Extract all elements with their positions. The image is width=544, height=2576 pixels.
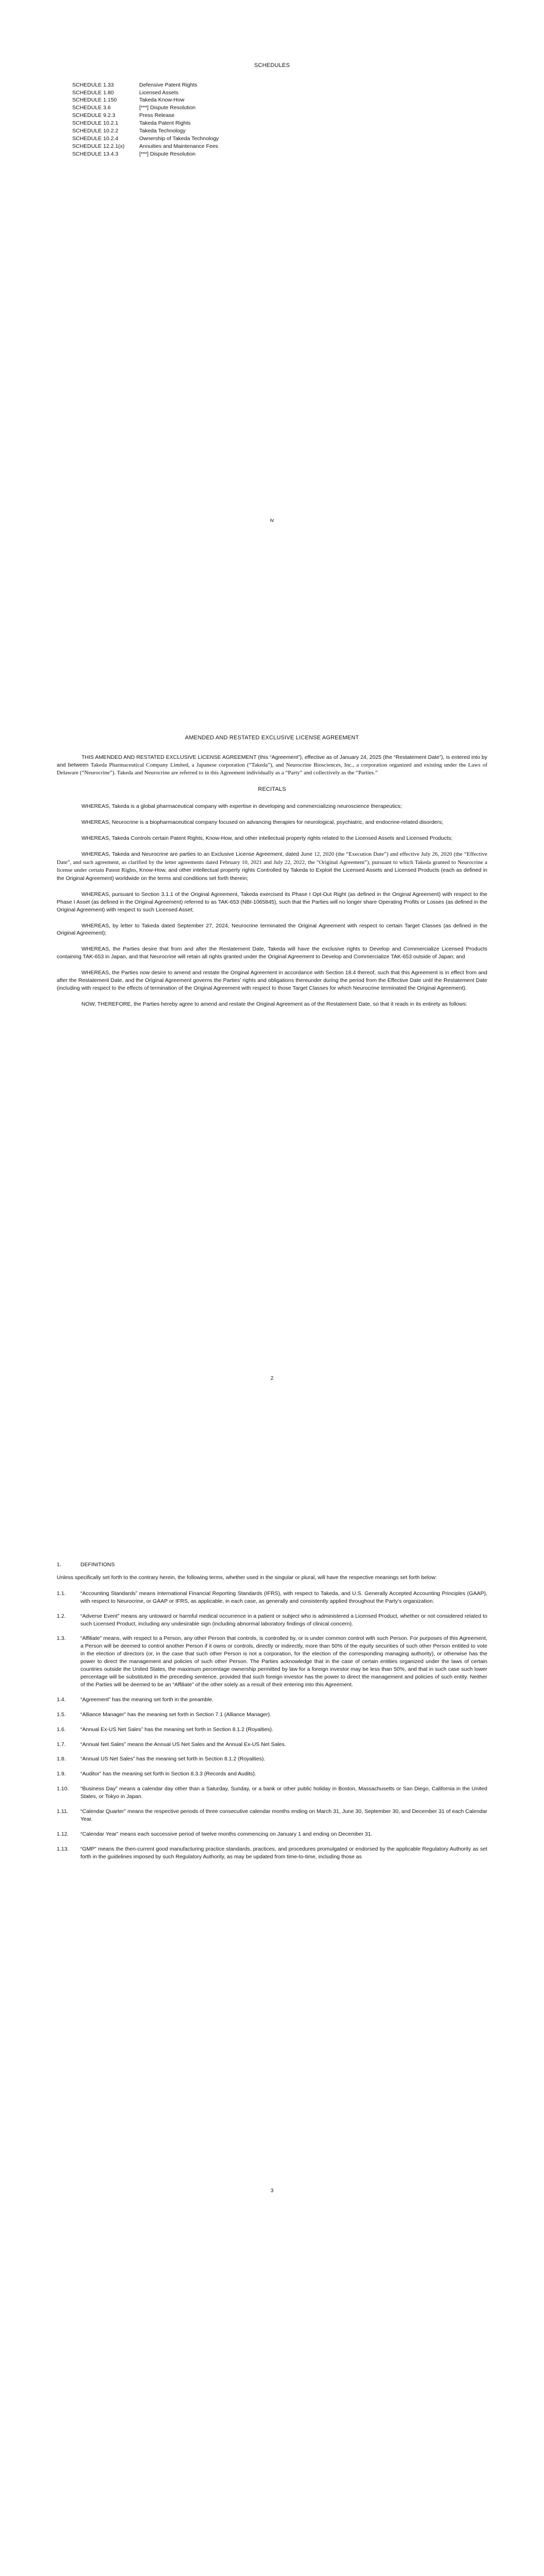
definitions-list xyxy=(57,1590,487,1861)
definition-text xyxy=(80,1741,487,1749)
definition-text xyxy=(80,1755,487,1763)
definition-text xyxy=(80,1808,487,1823)
schedule-code: SCHEDULE 10.2.4 xyxy=(72,135,119,142)
definition-text-part-a: “Calendar Year” means each successive period of twelve months commencing on January 1 and ending on December 31. xyxy=(80,1831,373,1837)
definition-number: 1.12. xyxy=(57,1831,69,1837)
schedule-name: Takeda Technology xyxy=(139,128,186,134)
recital-8-part-b: Effective Date until the Restatement Date (including with respect to the effects of termination of the Original Agreement with respect to those Target Classes for which Neurocrine terminated the Original Agreement). xyxy=(57,977,487,991)
definition-text-part-a: “Auditor” has the meaning set forth in Section 8.3.3 (Records and Audits). xyxy=(80,1771,256,1777)
section-intro: Unless specifically set forth to the contrary herein, the following terms, whether used in the singular or plural, will have the respective meanings set forth below: xyxy=(57,1574,437,1581)
section-heading xyxy=(57,1561,487,1569)
definition-number: 1.1. xyxy=(57,1590,66,1597)
preamble-part-b: Takeda Pharmaceutical Company Limited, a Japanese corporation (“Takeda”), and Neurocrine Biosciences, Inc., a corporation organized and existing under the Laws of Delaware (“Neurocrine”). Takeda and Neurocrine are referred to in this Agreement individually as a “Party” and collectively as the “Parties.” xyxy=(57,761,487,776)
definition-text-part-a: “Alliance Manager” has the meaning set forth in Section 7.1 (Alliance Manager). xyxy=(80,1711,272,1718)
definition-item xyxy=(57,1590,487,1605)
preamble-part-a: THIS AMENDED AND RESTATED EXCLUSIVE LICENSE AGREEMENT (this “Agreement”), effective as of January 24, 2025 (the “Restatement Date”), is entered into by and between xyxy=(57,754,487,768)
recital-7: WHEREAS, the Parties desire that from and after the Restatement Date, Takeda will have the exclusive rights to Develop and Commercialize Licensed Products containing TAK-653 in Japan, and that Neurocrine will retain all rights granted under the Original Agreement to Develop and Commercialize TAK-653 outside of Japan; and xyxy=(57,946,487,960)
definition-item xyxy=(57,1711,487,1719)
schedule-code: SCHEDULE 1.80 xyxy=(72,89,114,96)
schedule-row xyxy=(72,96,219,104)
definition-text-part-a: “Annual Net Sales” means the Annual US Net Sales and the Annual Ex-US Net Sales. xyxy=(80,1741,286,1748)
recital-4 xyxy=(57,851,487,883)
definition-text-part-b: under common control with such Person. For purposes of this Agreement, a Person will be deemed to control another Person if it owns or controls, directly or indirectly, more than 50% of the equity securities of such other Person entitled to vote in the election of directors (or, in the case that such other Person is not a corporation, for the election of the corresponding managing authority), or otherwise has the power to direct the management and policies of such other Person. The Parties acknowledge that in the case of certain entities organized under the laws of certain countries outside the United States, the maximum percentage ownership permitted by law for a foreign investor may be less than 50%, and that in such case such lower percentage will be substituted in the preceding sentence, provided that such foreign investor has the power to direct the management and policies of such entity. Neither of the Parties will be deemed to be an “Affiliate” of the other solely as a result of their entering into this Agreement. xyxy=(80,1635,487,1688)
schedule-name: Ownership of Takeda Technology xyxy=(139,135,219,142)
definition-number: 1.9. xyxy=(57,1771,66,1777)
recital-6: WHEREAS, by letter to Takeda dated September 27, 2024, Neurocrine terminated the Original Agreement with respect to certain Target Classes (as defined in the Original Agreement); xyxy=(57,922,487,937)
definition-text xyxy=(80,1696,487,1704)
schedule-code: SCHEDULE 12.2.1(x) xyxy=(72,143,125,149)
definition-number: 1.10. xyxy=(57,1786,69,1792)
agreement-title: AMENDED AND RESTATED EXCLUSIVE LICENSE AGREEMENT xyxy=(185,735,359,741)
definition-text-part-a: “Calendar Quarter” means the respective periods of three consecutive calendar months ending on March 31, June 30, September 30, and December 31 of each Calendar Year. xyxy=(80,1808,487,1822)
definition-text-part-a: “GMP” means the then-current good manufacturing practice standards, practices, and procedures promulgated or endorsed by the applicable Regulatory Authority as set forth in the guidelines imposed by such Regulatory Authority, as may be updated from time-to-time, including those as xyxy=(80,1845,487,1860)
section-title: DEFINITIONS xyxy=(80,1562,115,1568)
schedules-table xyxy=(72,81,219,158)
page-number: 2 xyxy=(270,1375,274,1381)
definition-number: 1.6. xyxy=(57,1726,66,1733)
schedule-code: SCHEDULE 9.2.3 xyxy=(72,112,116,119)
definition-number: 1.5. xyxy=(57,1711,66,1718)
schedule-code: SCHEDULE 10.2.1 xyxy=(72,120,119,127)
recital-4-part-b: 12, 2020 (the “Execution Date”) and effective July 26, 2020 (the “Effective Date”, and such agreement, as clarified by the letter agreements dated February 10, 2021 and July 22, 2022, the “Original Agreement”), pursuant to which Takeda granted to Neurocrine a license under certain Patent Rights, xyxy=(57,851,488,874)
agreement-page xyxy=(0,569,544,1486)
schedule-name: Licensed Assets xyxy=(139,89,178,96)
schedules-title: SCHEDULES xyxy=(254,62,290,69)
schedule-code: SCHEDULE 10.2.2 xyxy=(72,128,119,134)
schedule-name: Press Release xyxy=(139,112,175,119)
recital-4-part-c: Know-How, and other intellectual property rights Controlled by Takeda to Exploit the Licensed Assets and Licensed Products (each as defined in the Original Agreement) worldwide on the terms and conditions set forth therein; xyxy=(57,867,488,882)
definition-item xyxy=(57,1831,487,1838)
recital-8 xyxy=(57,969,487,992)
schedules-page xyxy=(0,0,544,569)
definition-number: 1.3. xyxy=(57,1635,66,1642)
definition-item xyxy=(57,1696,487,1704)
definition-number: 1.7. xyxy=(57,1741,66,1748)
definition-item xyxy=(57,1808,487,1823)
definition-text xyxy=(80,1635,487,1688)
definition-text xyxy=(80,1845,487,1861)
schedule-row xyxy=(72,135,219,143)
definition-number: 1.4. xyxy=(57,1696,66,1703)
page-number: iv xyxy=(270,517,274,523)
definition-number: 1.2. xyxy=(57,1613,66,1619)
definition-text-part-a: “Annual US Net Sales” has the meaning set forth in Section 8.1.2 (Royalties). xyxy=(80,1756,266,1762)
definition-item xyxy=(57,1785,487,1801)
definition-item xyxy=(57,1635,487,1688)
schedule-row xyxy=(72,127,219,135)
definition-item xyxy=(57,1770,487,1778)
definition-item xyxy=(57,1845,487,1861)
schedule-row xyxy=(72,150,219,158)
definition-text xyxy=(80,1831,487,1838)
schedule-row xyxy=(72,89,219,97)
definition-number: 1.8. xyxy=(57,1756,66,1762)
definition-text xyxy=(80,1726,487,1734)
definition-text xyxy=(80,1711,487,1719)
definition-item xyxy=(57,1726,487,1734)
schedule-row xyxy=(72,112,219,120)
definition-item xyxy=(57,1755,487,1763)
recital-4-part-a: WHEREAS, Takeda and Neurocrine are parties to an Exclusive License Agreement, dated June xyxy=(81,851,312,858)
schedule-code: SCHEDULE 1.33 xyxy=(72,81,114,88)
definitions-page xyxy=(0,1486,544,2576)
definition-text-part-a: “Business Day” means a calendar day other than a Saturday, Sunday, or a bank or other public holiday in Boston, Massachusetts or San Diego, California in the United States, or Tokyo in Japan. xyxy=(80,1786,487,1800)
closing-paragraph: NOW, THEREFORE, the Parties hereby agree to amend and restate the Original Agreement as of the Restatement Date, so that it reads in its entirety as follows: xyxy=(81,1001,467,1007)
definition-text-part-a: “Agreement” has the meaning set forth in the preamble. xyxy=(80,1696,213,1703)
schedule-row xyxy=(72,81,219,89)
recital-2: WHEREAS, Neurocrine is a biopharmaceutical company focused on advancing therapies for neurological, psychiatric, and endocrine-related disorders; xyxy=(81,819,443,826)
preamble xyxy=(57,754,487,777)
definition-text xyxy=(80,1613,487,1628)
schedule-name: Takeda Patent Rights xyxy=(139,120,191,127)
definition-text-part-a: “Accounting Standards” means International Financial Reporting Standards (IFRS), with respect to Takeda, and U.S. Generally Accepted Accounting Principles (GAAP), with respect to Neurocrine, or GAAP or IFRS, as applicable, in each case, as generally and consistently applied xyxy=(80,1590,487,1604)
schedule-code: SCHEDULE 3.6 xyxy=(72,105,111,111)
definition-number: 1.11. xyxy=(57,1808,69,1815)
section-number: 1. xyxy=(57,1562,61,1568)
definition-text-part-b: throughout the Party’s organization. xyxy=(349,1598,435,1604)
schedule-name: [***] Dispute Resolution xyxy=(139,150,196,157)
schedule-code: SCHEDULE 1.150 xyxy=(72,97,117,104)
recital-1: WHEREAS, Takeda is a global pharmaceutical company with expertise in developing and commercializing neuroscience therapeutics; xyxy=(81,803,402,810)
page-number: 3 xyxy=(270,2188,274,2194)
schedule-row xyxy=(72,143,219,150)
recital-3: WHEREAS, Takeda Controls certain Patent Rights, Know-How, and other intellectual property rights related to the Licensed Assets and Licensed Products; xyxy=(81,835,453,842)
definition-text-part-a: “Adverse Event” means any untoward or harmful medical occurrence in a patient or subject who is administered a Licensed Product, whether or not considered related to such Licensed Product, including any undesirable sign (including abnormal laboratory findings of clinical concern). xyxy=(80,1613,487,1627)
recital-5: WHEREAS, pursuant to Section 3.1.1 of the Original Agreement, Takeda exercised its Phase I Opt-Out Right (as defined in the Original Agreement) with respect to the Phase I Asset (as defined in the Original Agreement) referred to as TAK-653 (NBI-1065845), such that the Parties will no longer share Operating Profits or Losses (as defined in the Original Agreement) with respect to such Licensed Asset; xyxy=(57,891,487,913)
definition-item xyxy=(57,1613,487,1628)
schedule-name: [***] Dispute Resolution xyxy=(139,105,196,111)
definition-text xyxy=(80,1785,487,1801)
schedule-name: Takeda Know-How xyxy=(139,97,185,104)
schedule-name: Annuities and Maintenance Fees xyxy=(139,143,218,149)
schedule-row xyxy=(72,120,219,127)
definition-number: 1.13. xyxy=(57,1845,69,1852)
schedule-name: Defensive Patent Rights xyxy=(139,81,197,88)
schedule-row xyxy=(72,104,219,112)
definition-text xyxy=(80,1590,487,1605)
definition-text-part-a: “Annual Ex-US Net Sales” has the meaning set forth in Section 8.1.2 (Royalties). xyxy=(80,1726,274,1733)
definition-text xyxy=(80,1770,487,1778)
recital-8-part-a: WHEREAS, the Parties now desire to amend and restate the Original Agreement in accordance with Section 18.4 thereof, such that this Agreement is in effect from and after the Restatement Date, and the Original Agreement governs the Parties’ rights and obligations thereunder during the period from the xyxy=(57,970,487,984)
recitals-title: RECITALS xyxy=(258,786,286,792)
schedule-code: SCHEDULE 13.4.3 xyxy=(72,150,119,157)
definition-item xyxy=(57,1741,487,1749)
definition-text-part-a: “Affiliate” means, with respect to a Person, any other Person that controls, is controlled by, or is xyxy=(80,1635,309,1642)
